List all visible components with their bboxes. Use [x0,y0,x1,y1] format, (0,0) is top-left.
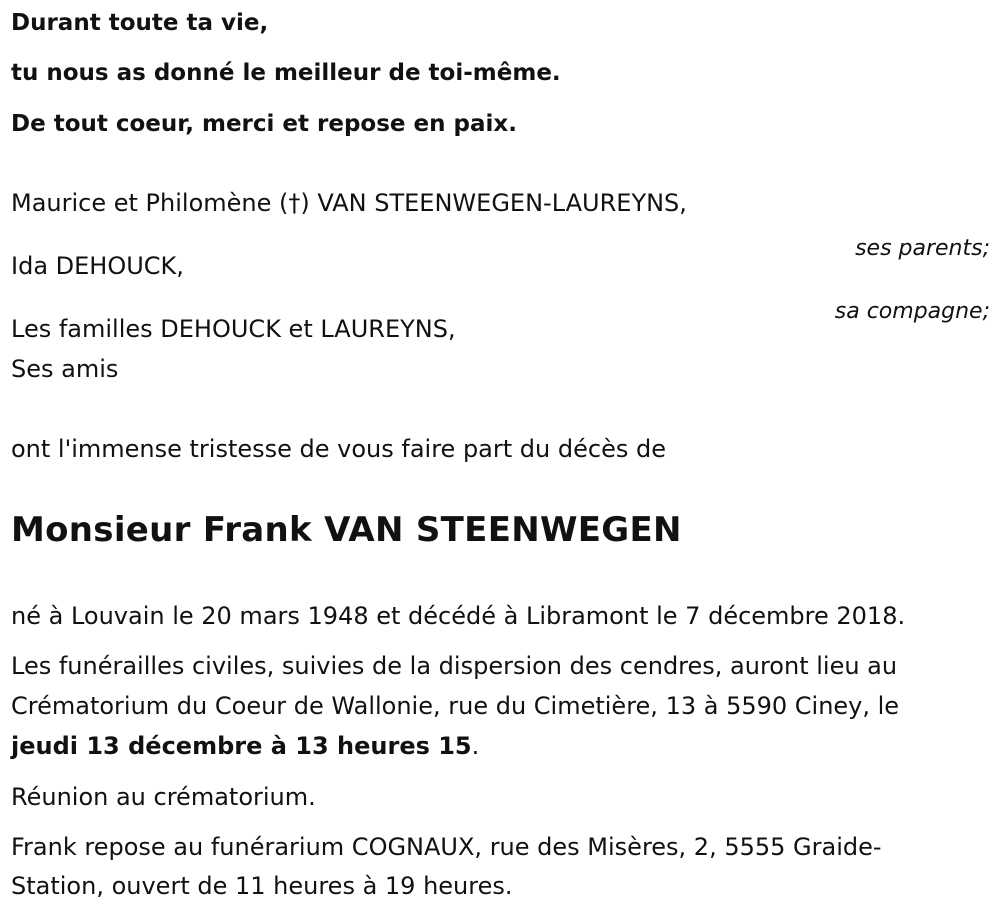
viewing-line-1: Frank repose au funérarium COGNAUX, rue des Misères, 2, 5555 Graide- [11,833,882,861]
deceased-name: Monsieur Frank VAN STEENWEGEN [11,510,682,550]
birth-death-text: né à Louvain le 20 mars 1948 et décédé à Libramont le 7 décembre 2018. [11,602,906,630]
funeral-line-2: Crématorium du Coeur de Wallonie, rue du Cimetière, 13 à 5590 Ciney, le [11,692,900,720]
partner-name: Ida DEHOUCK, [11,252,184,280]
funeral-datetime: jeudi 13 décembre à 13 heures 15 [11,732,472,760]
funeral-line-1: Les funérailles civiles, suivies de la dispersion des cendres, auront lieu au [11,652,898,680]
families-line: Les familles DEHOUCK et LAUREYNS, [11,315,456,343]
funeral-datetime-end: . [471,732,480,760]
parents-names: Maurice et Philomène (†) VAN STEENWEGEN-LAUREYNS, [11,189,687,217]
epitaph-line-3: De tout coeur, merci et repose en paix. [11,111,517,137]
friends-line: Ses amis [11,355,119,383]
partner-role: sa compagne; [834,299,990,324]
announcement-text: ont l'immense tristesse de vous faire part du décès de [11,435,666,463]
epitaph-line-2: tu nous as donné le meilleur de toi-même. [11,60,561,86]
viewing-line-2: Station, ouvert de 11 heures à 19 heures. [11,872,513,900]
funeral-line-3 [11,732,479,760]
gathering-text: Réunion au crématorium. [11,783,316,811]
parents-role: ses parents; [855,236,990,261]
epitaph-line-1: Durant toute ta vie, [11,10,269,36]
